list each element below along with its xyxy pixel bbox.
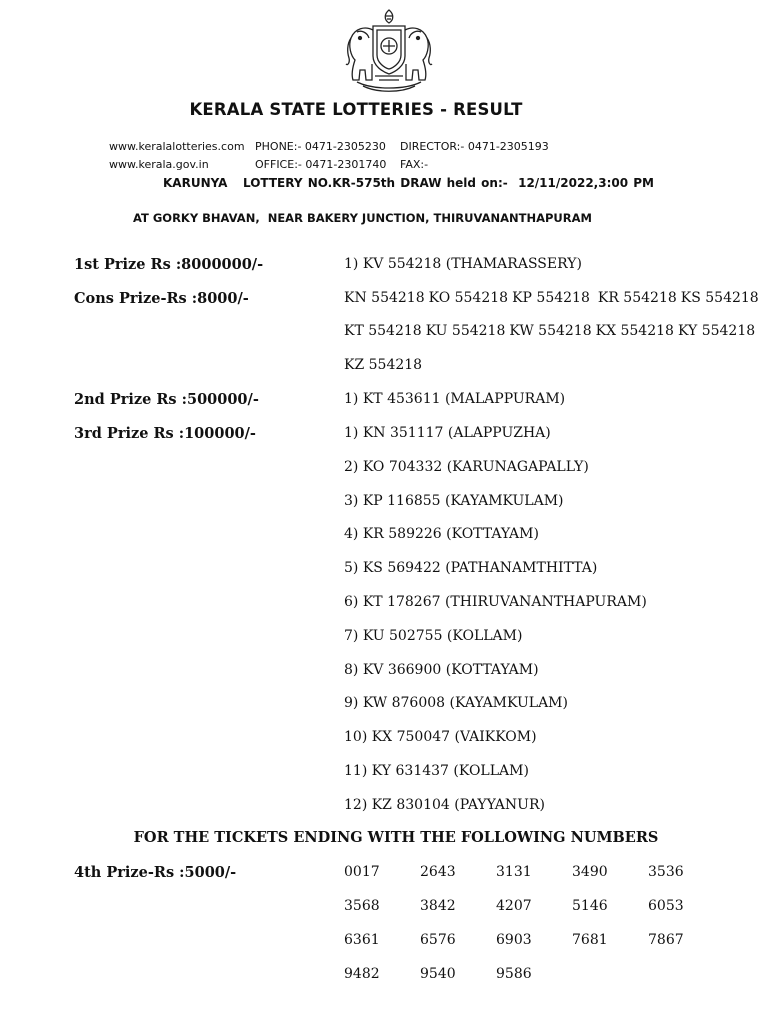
- first-prize-winner: 1) KV 554218 (THAMARASSERY): [344, 256, 582, 272]
- third-prize-winner: 7) KU 502755 (KOLLAM): [344, 628, 523, 644]
- office-number: OFFICE:- 0471-2301740: [255, 158, 387, 171]
- fourth-prize-number: 9482: [344, 966, 380, 982]
- fourth-prize-number: 9540: [420, 966, 456, 982]
- first-prize-label: 1st Prize Rs :8000000/-: [74, 256, 264, 273]
- fourth-prize-number: 0017: [344, 864, 380, 880]
- fax-number: FAX:-: [400, 158, 429, 171]
- cons-prize-label: Cons Prize-Rs :8000/-: [74, 290, 249, 307]
- fourth-prize-number: 9586: [496, 966, 532, 982]
- third-prize-winner: 4) KR 589226 (KOTTAYAM): [344, 526, 539, 542]
- fourth-prize-number: 3490: [572, 864, 608, 880]
- fourth-prize-number: 6361: [344, 932, 380, 948]
- ending-numbers-heading: FOR THE TICKETS ENDING WITH THE FOLLOWING NUMBERS: [133, 829, 659, 846]
- director-number: DIRECTOR:- 0471-2305193: [400, 140, 549, 153]
- cons-number: KR 554218: [597, 290, 677, 306]
- draw-details: KARUNYA LOTTERY NO.KR-575th DRAW held on:- 12/11/2022,3:00 PM: [163, 176, 654, 190]
- fourth-prize-number: 5146: [572, 898, 608, 914]
- cons-number: KP 554218: [512, 290, 590, 306]
- cons-number: KT 554218: [344, 323, 422, 339]
- fourth-prize-number: 3842: [420, 898, 456, 914]
- page-title: KERALA STATE LOTTERIES - RESULT: [189, 100, 523, 119]
- cons-prize-row: [344, 357, 426, 373]
- cons-number: KN 554218: [344, 290, 425, 306]
- cons-number: KO 554218: [428, 290, 509, 306]
- third-prize-winner: 1) KN 351117 (ALAPPUZHA): [344, 425, 551, 441]
- fourth-prize-number: 2643: [420, 864, 456, 880]
- cons-number: KS 554218: [680, 290, 759, 306]
- fourth-prize-number: 3568: [344, 898, 380, 914]
- draw-venue: AT GORKY BHAVAN, NEAR BAKERY JUNCTION, THIRUVANANTHAPURAM: [133, 211, 592, 225]
- website-link[interactable]: www.keralalotteries.com: [109, 140, 245, 153]
- fourth-prize-number: 7867: [648, 932, 684, 948]
- cons-number: KW 554218: [509, 323, 592, 339]
- third-prize-winner: 9) KW 876008 (KAYAMKULAM): [344, 695, 568, 711]
- third-prize-winner: 3) KP 116855 (KAYAMKULAM): [344, 493, 564, 509]
- third-prize-winner: 11) KY 631437 (KOLLAM): [344, 763, 529, 779]
- second-prize-winner: 1) KT 453611 (MALAPPURAM): [344, 391, 566, 407]
- third-prize-winner: 6) KT 178267 (THIRUVANANTHAPURAM): [344, 594, 647, 610]
- cons-prize-row: [344, 290, 759, 306]
- fourth-prize-number: 6053: [648, 898, 684, 914]
- third-prize-winner: 2) KO 704332 (KARUNAGAPALLY): [344, 459, 589, 475]
- fourth-prize-number: 6576: [420, 932, 456, 948]
- third-prize-winner: 10) KX 750047 (VAIKKOM): [344, 729, 537, 745]
- cons-number: KU 554218: [425, 323, 506, 339]
- cons-number: KY 554218: [677, 323, 756, 339]
- kerala-emblem-icon: [343, 8, 435, 94]
- fourth-prize-label: 4th Prize-Rs :5000/-: [74, 864, 237, 881]
- website-link[interactable]: www.kerala.gov.in: [109, 158, 209, 171]
- third-prize-label: 3rd Prize Rs :100000/-: [74, 425, 256, 442]
- third-prize-winner: 8) KV 366900 (KOTTAYAM): [344, 662, 539, 678]
- fourth-prize-number: 3131: [496, 864, 532, 880]
- third-prize-winner: 12) KZ 830104 (PAYYANUR): [344, 797, 545, 813]
- second-prize-label: 2nd Prize Rs :500000/-: [74, 391, 259, 408]
- cons-number: KZ 554218: [344, 357, 423, 373]
- cons-number: KX 554218: [595, 323, 674, 339]
- third-prize-winner: 5) KS 569422 (PATHANAMTHITTA): [344, 560, 598, 576]
- fourth-prize-number: 6903: [496, 932, 532, 948]
- fourth-prize-number: 4207: [496, 898, 532, 914]
- phone-number: PHONE:- 0471-2305230: [255, 140, 386, 153]
- fourth-prize-number: 7681: [572, 932, 608, 948]
- cons-prize-row: [344, 323, 759, 339]
- fourth-prize-number: 3536: [648, 864, 684, 880]
